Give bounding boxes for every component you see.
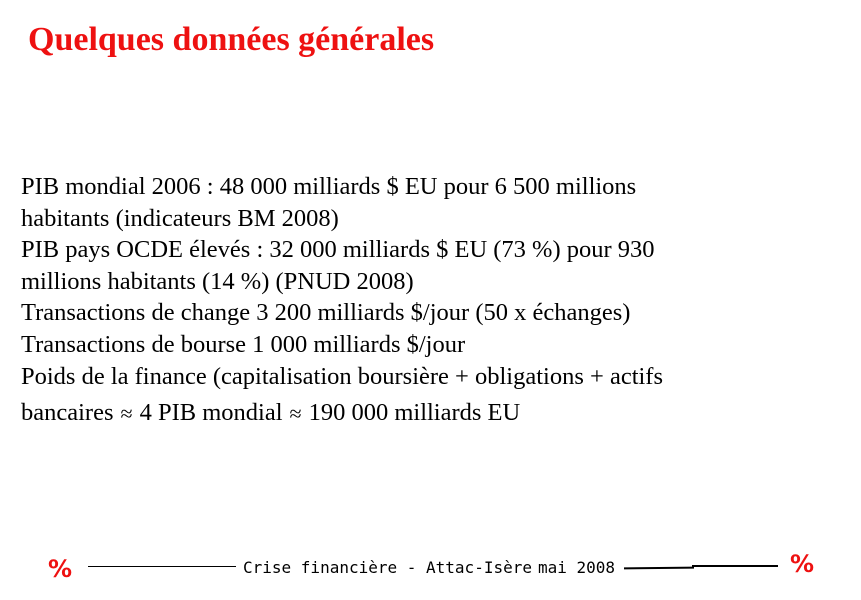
body-line: PIB mondial 2006 : 48 000 milliards $ EU pour 6 500 millions [21, 173, 637, 200]
slide-title: Quelques données générales [28, 21, 435, 58]
body-line: Transactions de bourse 1 000 milliards $/jour [21, 330, 466, 358]
footer-date: mai 2008 [538, 558, 616, 577]
slide-body [21, 171, 821, 434]
approx-symbol: ≈ [120, 401, 133, 427]
last-line-part1: bancaires [21, 399, 114, 427]
footer-left-percent-icon: % [48, 555, 73, 583]
approx-symbol: ≈ [289, 401, 302, 427]
body-line: PIB pays OCDE élevés : 32 000 milliards $ EU (73 %) pour 930 [21, 236, 655, 264]
footer-text: Crise financière - Attac-Isère [243, 558, 532, 577]
footer-right-percent-icon: % [790, 550, 815, 578]
body-line-last [21, 392, 821, 434]
last-line-part3: 190 000 milliards EU [308, 399, 521, 427]
footer-divider-left [88, 566, 236, 567]
body-line: millions habitants (14 %) (PNUD 2008) [21, 267, 414, 295]
footer-divider-right [624, 567, 694, 570]
body-line: Transactions de change 3 200 milliards $/jour (50 x échanges) [21, 299, 631, 327]
last-line-part2: 4 PIB mondial [139, 399, 283, 427]
body-line: habitants (indicateurs BM 2008) [21, 204, 339, 232]
footer-divider-right-2 [692, 565, 778, 567]
body-line: Poids de la finance (capitalisation boursière + obligations + actifs [21, 362, 664, 390]
